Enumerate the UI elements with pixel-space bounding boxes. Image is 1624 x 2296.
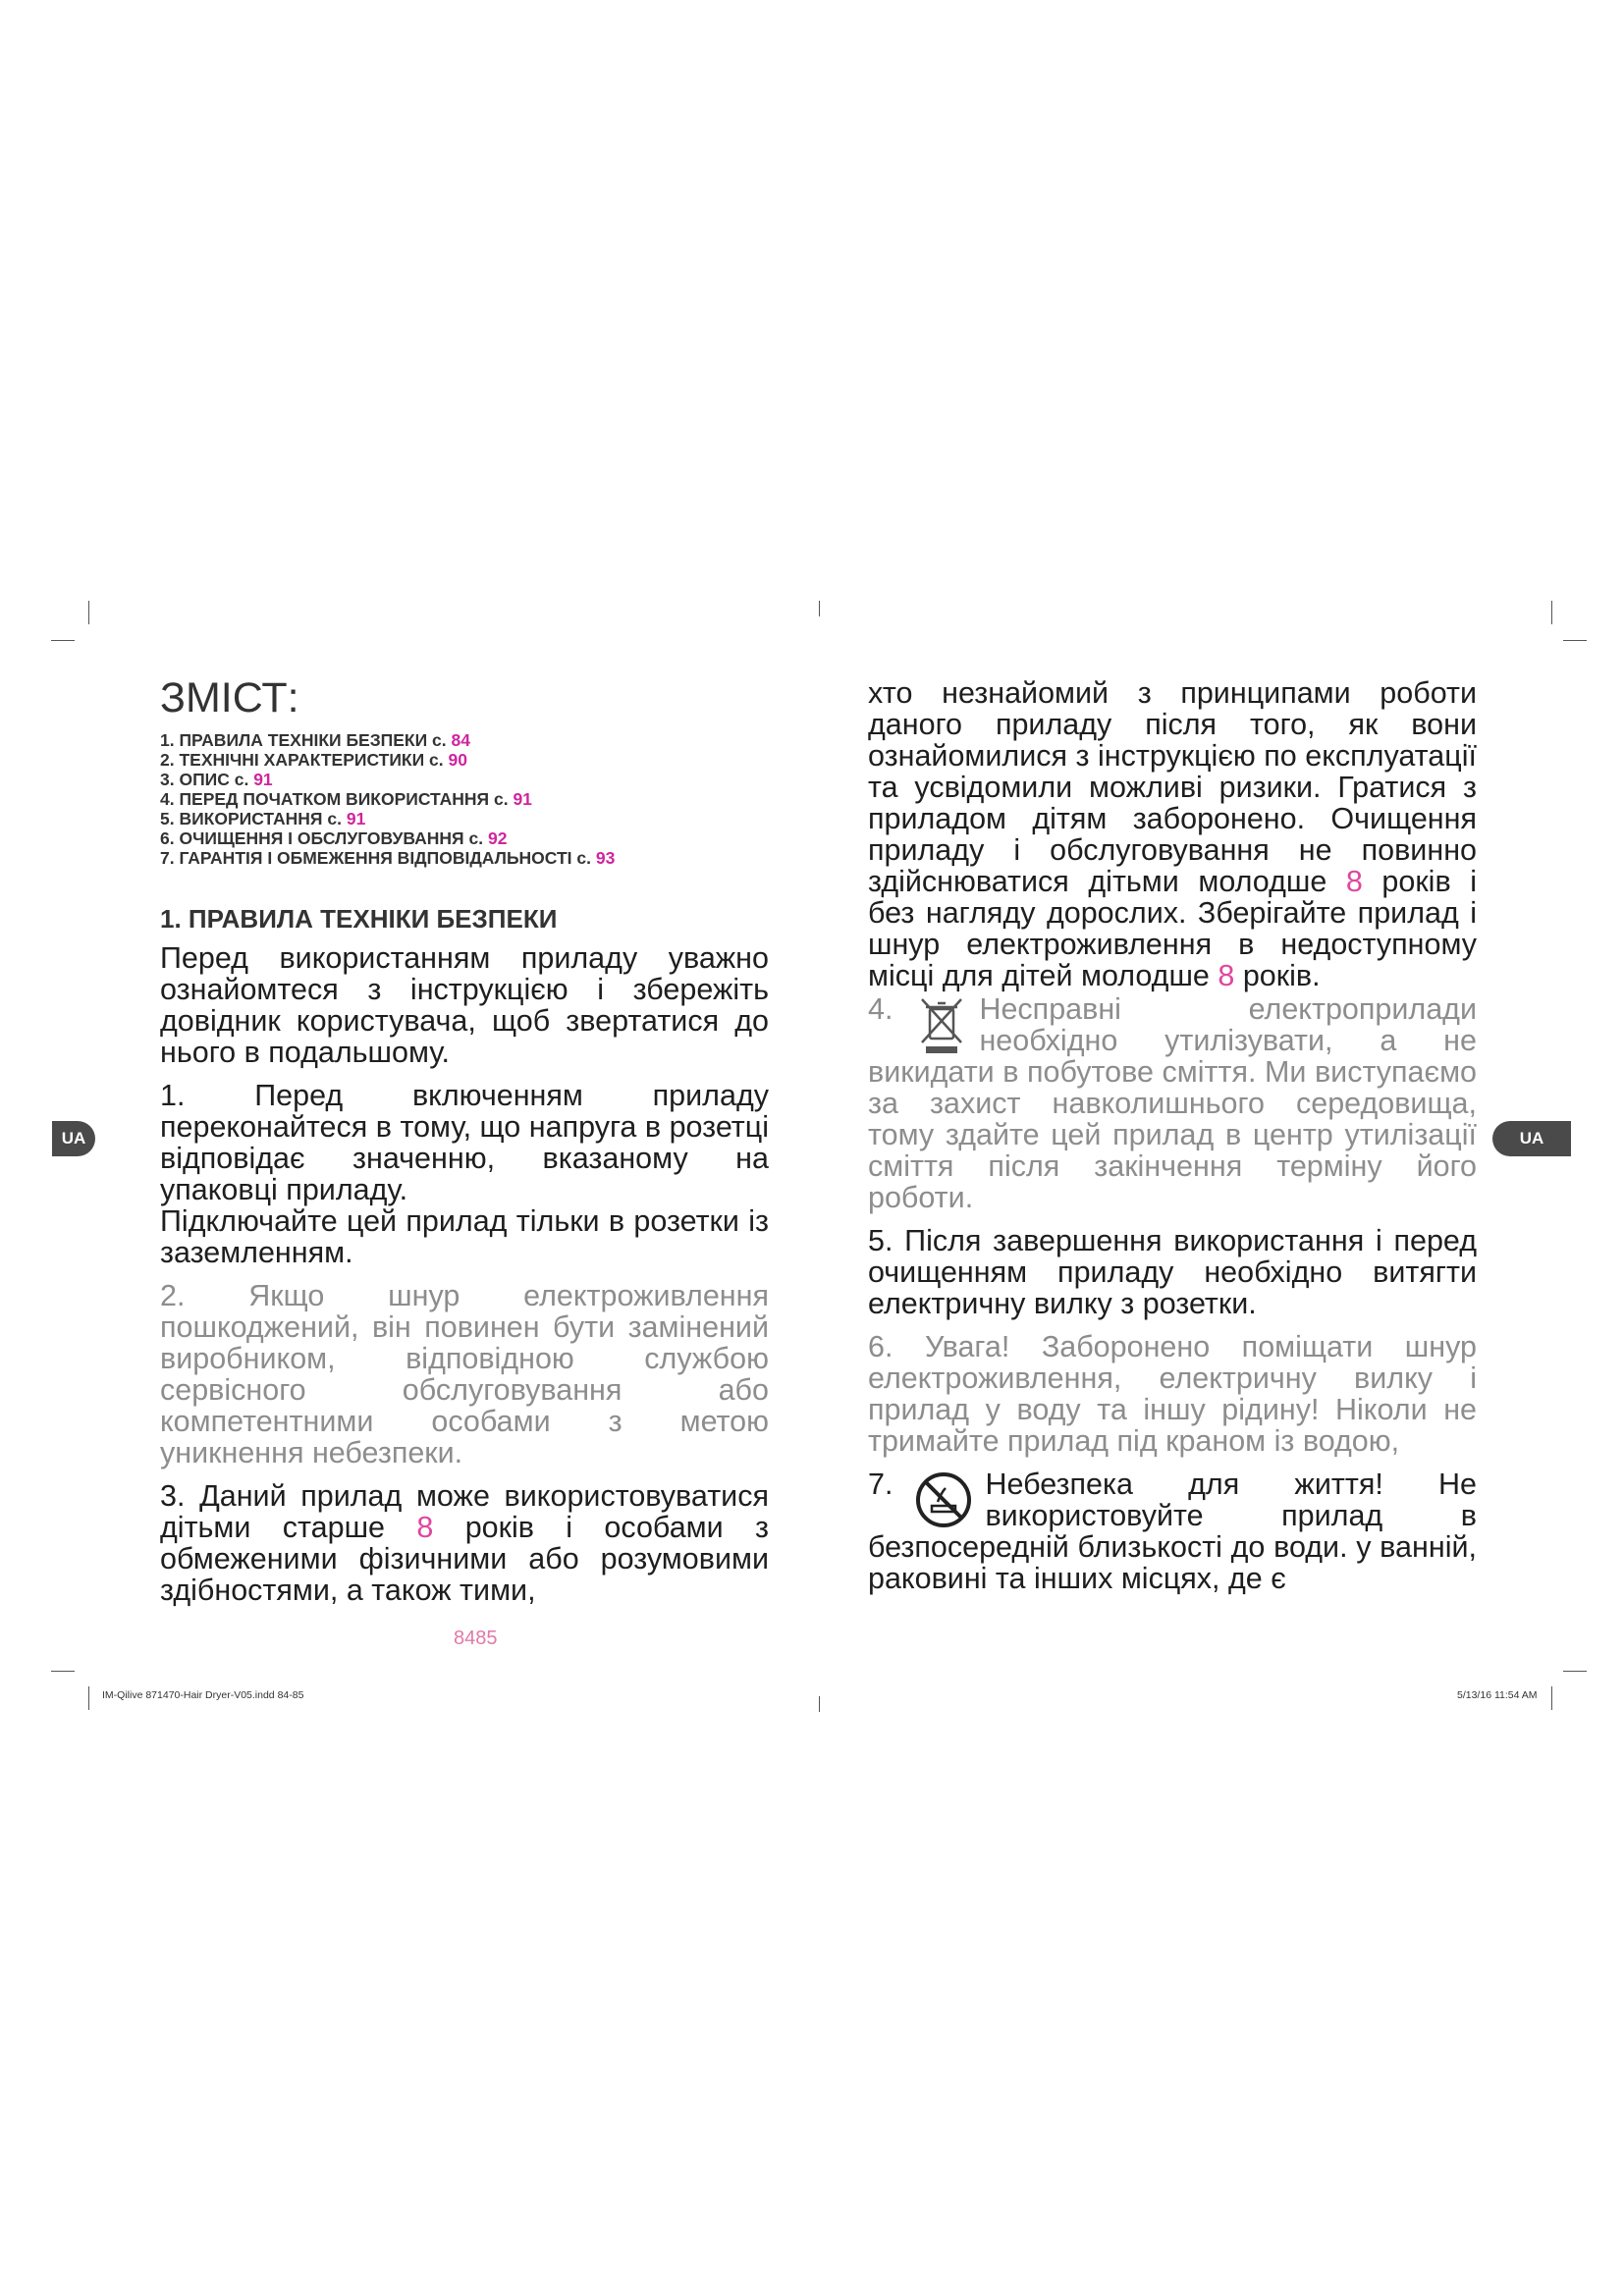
no-water-icon [914, 1470, 973, 1529]
crop-mark [819, 1696, 820, 1712]
toc-title: ЗМІСТ: [160, 674, 299, 721]
toc-page-number: 91 [253, 770, 273, 789]
page-numbers: 8485 [454, 1628, 498, 1649]
crop-mark [1563, 1671, 1587, 1672]
crop-mark [51, 1671, 75, 1672]
item-number: 4. [868, 992, 893, 1026]
toc-page-number: 84 [451, 730, 470, 750]
safety-item-7: 7. Небезпека для життя! Не використовуйте прилад в безпосередній близькості до води. у ванній, раковині та інших місцях, де є [868, 1468, 1477, 1595]
right-column [868, 677, 1477, 1606]
crop-mark [1551, 1686, 1552, 1710]
intro-paragraph: Перед використанням приладу уважно ознайомтеся з інструкцією і збережіть довідник користувача, щоб звертатися до нього в подальшому. [160, 941, 769, 1069]
language-tab-right: UA [1492, 1121, 1571, 1156]
toc-item[interactable]: 2. ТЕХНІЧНІ ХАРАКТЕРИСТИКИ с. 90 [160, 750, 467, 770]
crop-mark [51, 640, 75, 641]
crossed-bin-icon [918, 995, 967, 1056]
age-highlight: 8 [1345, 865, 1363, 898]
crop-mark [819, 601, 820, 616]
toc-page-number: 91 [513, 789, 532, 809]
toc-page-number: 90 [448, 750, 467, 770]
safety-item-3: 3. Даний прилад може використовуватися дітьми старше 8 років і особами з обмеженими фізичними або розумовими здібностями, а також тими, [160, 1479, 769, 1607]
toc-item[interactable]: 4. ПЕРЕД ПОЧАТКОМ ВИКОРИСТАННЯ с. 91 [160, 789, 532, 809]
age-highlight: 8 [1218, 959, 1235, 992]
toc-item[interactable]: 7. ГАРАНТІЯ І ОБМЕЖЕННЯ ВІДПОВІДАЛЬНОСТІ с. 93 [160, 848, 616, 868]
toc-item[interactable]: 5. ВИКОРИСТАННЯ с. 91 [160, 809, 366, 828]
footer-timestamp: 5/13/16 11:54 AM [1457, 1689, 1538, 1701]
toc-page-number: 92 [487, 828, 508, 848]
age-highlight: 8 [416, 1511, 434, 1544]
safety-item-3-continued: хто незнайомий з принципами роботи даного приладу після того, як вони ознайомилися з інструкцією по експлуатації та усвідомили можливі ризики. Гратися з приладом дітям заборонено. Очищення приладу і обслуговування не повинно здійснюватися дітьми молодше 8 років і без нагляду дорослих. Зберігайте прилад і шнур електроживлення в недоступному місці для дітей молодше 8 років. [868, 676, 1477, 992]
crop-mark [88, 1686, 89, 1710]
safety-item-4: 4. Несправні електроприлади необхідно утилізувати, а не викидати в побутове сміття. Ми виступаємо за захист навколишнього середовища, тому здайте цей прилад в центр утилізації сміття після закінчення терміну його роботи. [868, 992, 1477, 1214]
toc-page-number: 91 [346, 809, 366, 828]
toc-list [160, 730, 769, 868]
safety-item-5: 5. Після завершення використання і перед очищенням приладу необхідно витягти електричну вилку з розетки. [868, 1224, 1477, 1320]
left-column [160, 675, 769, 1618]
section-heading: 1. ПРАВИЛА ТЕХНІКИ БЕЗПЕКИ [160, 904, 558, 934]
toc-page-number: 93 [595, 848, 616, 868]
language-tab-left: UA [52, 1121, 95, 1156]
crop-mark [1563, 640, 1587, 641]
safety-item-2: 2. Якщо шнур електроживлення пошкоджений, він повинен бути замінений виробником, відповідною службою сервісного обслуговування або компетентними особами з метою уникнення небезпеки. [160, 1279, 769, 1469]
safety-item-1: 1. Перед включенням приладу переконайтеся в тому, що напруга в розетці відповідає значенню, вказаному на упаковці приладу. [160, 1079, 769, 1206]
toc-item[interactable]: 6. ОЧИЩЕННЯ І ОБСЛУГОВУВАННЯ с. 92 [160, 828, 508, 848]
crop-mark [88, 601, 89, 624]
toc-item[interactable]: 3. ОПИС с. 91 [160, 770, 273, 789]
item-number: 7. [868, 1468, 893, 1501]
safety-item-6: 6. Увага! Заборонено поміщати шнур електроживлення, електричну вилку і прилад у воду та іншу рідину! Ніколи не тримайте прилад під краном із водою, [868, 1330, 1477, 1458]
toc-item[interactable]: 1. ПРАВИЛА ТЕХНІКИ БЕЗПЕКИ с. 84 [160, 730, 470, 750]
footer-file-info: IM-Qilive 871470-Hair Dryer-V05.indd 84-85 [102, 1689, 304, 1701]
crop-mark [1551, 601, 1552, 624]
safety-item-1-grounding: Підключайте цей прилад тільки в розетки із заземленням. [160, 1204, 769, 1269]
